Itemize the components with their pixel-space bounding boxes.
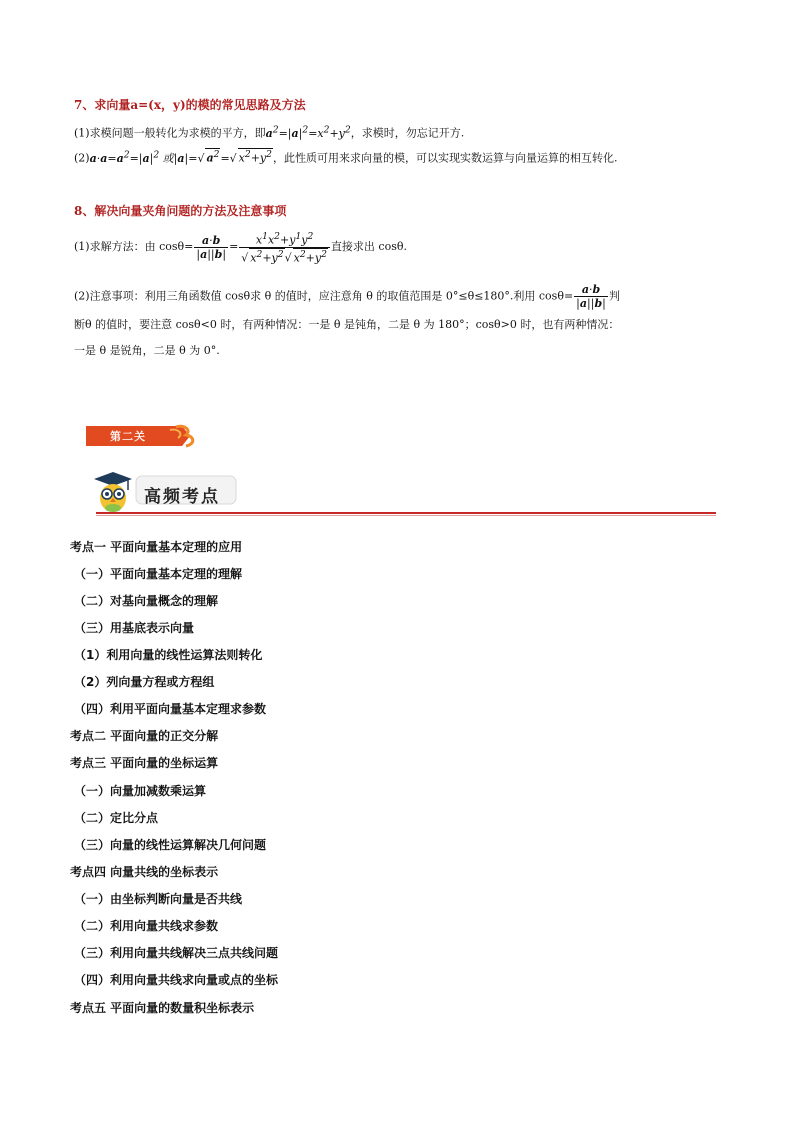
section-8-line-1-text: (1)求解方法：由 cosθ= [74,240,194,254]
outline-item: （一）向量加减数乘运算 [74,784,207,798]
modulus-formula: $a^2=|a|^2=x^2+y^2$ [265,124,351,140]
outline-item: （三）利用向量共线解决三点共线问题 [74,946,279,960]
heading-divider [96,512,716,514]
cos-fraction: $\frac{a\cdot b}{|a||b|}$ [196,233,227,261]
heading-divider-shadow [96,515,716,516]
outline-item: （二）对基向量概念的理解 [74,594,219,608]
heading-title: 高频考点 [144,487,220,507]
section-7-title: 7、求向量a=(x，y)的模的常见思路及方法 [74,98,306,112]
outline-item: （三）向量的线性运算解决几何问题 [74,838,267,852]
cos-fraction-2: $\frac{a\cdot b}{|a||b|}$ [576,283,606,310]
outline-item: 考点三 平面向量的坐标运算 [70,756,219,770]
section-7-line-1-text: (1)求模问题一般转化为求模的平方，即 [74,126,266,140]
section-8-line-2 [74,283,620,310]
cos-coordinate-fraction: $\frac{x^1x^2+y^1y^2}{√ x^2+y^2√ x^2+y^2}$ [239,230,330,264]
section-8-line-4: 一是 θ 是锐角，二是 θ 为 0°. [74,344,220,357]
outline-item: （2）列向量方程或方程组 [74,675,215,689]
section-8-title: 8、解决向量夹角问题的方法及注意事项 [74,204,287,218]
section-7-line-1 [74,122,464,142]
outline-item: （二）定比分点 [74,811,159,825]
section-7-line-2 [74,147,617,167]
section-8-line-1: (1)求解方法：由 cosθ= $\frac{a\cdot b}{|a||b|}$ = $\frac{x^1x^2+y^1y^2}{√ x^2+y^2√ x^2+y^2}$ 直接求出 cosθ. [74,231,407,265]
outline-item: （1）利用向量的线性运算法则转化 [74,648,263,662]
section-8-line-2-tail: 判 [608,289,620,303]
banner-label: 第二关 [110,430,146,443]
outline-item: （二）利用向量共线求参数 [74,919,219,933]
outline-item: （一）平面向量基本定理的理解 [74,567,243,581]
outline-item: 考点二 平面向量的正交分解 [70,729,219,743]
section-8-line-3: 断θ 的值时，要注意 cosθ<0 时，有两种情况：一是 θ 是钝角，二是 θ 为 180°；cosθ>0 时，也有两种情况： [74,318,620,331]
outline-item: （三）用基底表示向量 [74,621,195,635]
section-8-line-1-tail: 直接求出 cosθ. [330,240,407,254]
outline-item: （一）由坐标判断向量是否共线 [74,892,243,906]
owl-graduate-icon [92,470,134,514]
outline-item: （四）利用向量共线求向量或点的坐标 [74,973,279,987]
outline-item: 考点一 平面向量基本定理的应用 [70,540,243,554]
section-7-line-2-text: (2) [74,151,90,165]
section-7-line-1-tail: ，求模时，勿忘记开方. [350,126,465,140]
dot-product-modulus-formula: $a\cdot a=a^2=|a|^2$ 或|a|=√ $a^2=√$ $x^2+y^2$ [89,149,272,165]
section-7-line-2-tail: ，此性质可用来求向量的模，可以实现实数运算与向量运算的相互转化. [272,151,618,165]
outline-item: （四）利用平面向量基本定理求参数 [74,702,267,716]
outline-item: 考点五 平面向量的数量积坐标表示 [70,1001,255,1015]
outline-item: 考点四 向量共线的坐标表示 [70,865,219,879]
section-8-line-2-text: (2)注意事项：利用三角函数值 cosθ求 θ 的值时，应注意角 θ 的取值范围是 0°≤θ≤180°.利用 cosθ= [74,289,574,303]
